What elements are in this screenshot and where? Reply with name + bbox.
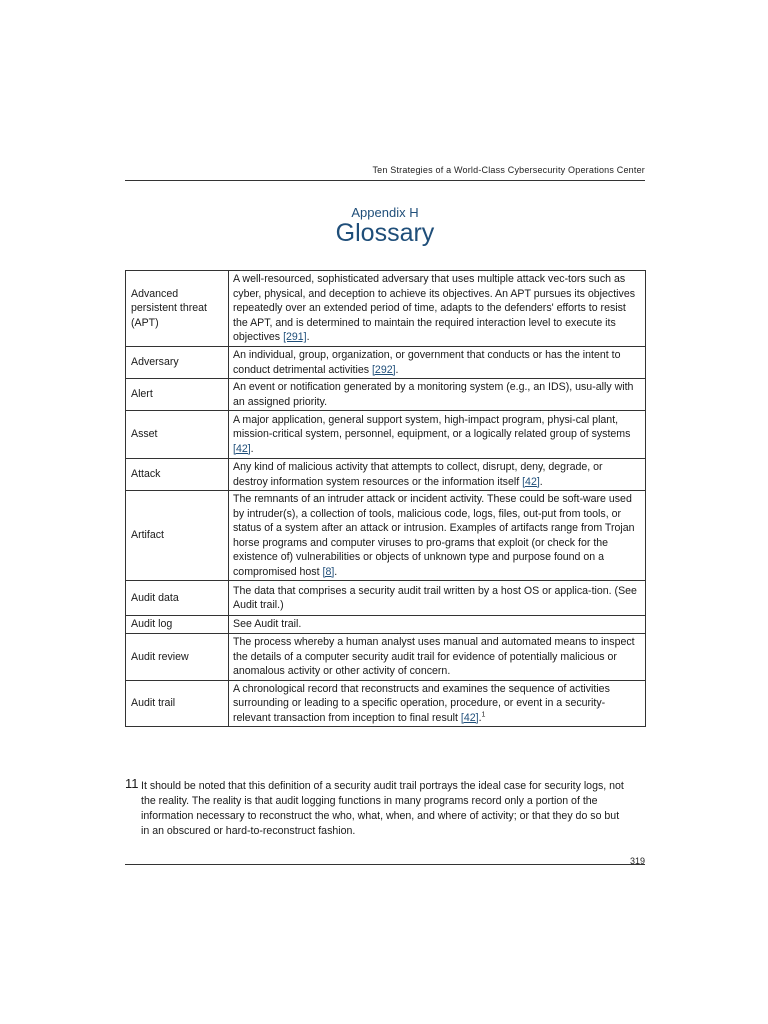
glossary-term: Adversary [126, 347, 229, 379]
glossary-term: Attack [126, 459, 229, 491]
reference-link[interactable]: [8] [322, 565, 335, 578]
reference-link[interactable]: [42] [460, 711, 479, 724]
table-row [126, 459, 646, 491]
definition-text: Any kind of malicious activity that attempts to collect, disrupt, deny, degrade, or destroy information system resources or the information itself [233, 461, 603, 488]
table-row [126, 379, 646, 411]
glossary-definition [229, 616, 646, 634]
glossary-term: Alert [126, 379, 229, 411]
definition-text: A chronological record that reconstructs and examines the sequence of activities surrounding or leading to a specific operation, procedure, or event in a security-relevant transaction from inception to final result [233, 682, 610, 724]
glossary-definition [229, 680, 646, 727]
reference-link[interactable]: [42] [522, 475, 540, 488]
definition-text: The data that comprises a security audit trail written by a host OS or applica-tion. (See Audit trail.) [233, 584, 637, 611]
table-row [126, 634, 646, 681]
glossary-term: Artifact [126, 491, 229, 581]
trailing-punctuation: . [478, 711, 482, 724]
table-row [126, 271, 646, 347]
reference-link[interactable]: [42] [233, 442, 251, 455]
glossary-definition [229, 459, 646, 491]
reference-link[interactable]: [292] [371, 363, 396, 376]
footnote [125, 776, 625, 839]
glossary-definition [229, 491, 646, 581]
table-row [126, 491, 646, 581]
glossary-definition [229, 581, 646, 616]
table-row [126, 616, 646, 634]
header-rule [125, 180, 645, 181]
glossary-term: Asset [126, 411, 229, 459]
glossary-definition [229, 634, 646, 681]
definition-text: An individual, group, organization, or government that conducts or has the intent to conduct detrimental activities [233, 349, 621, 376]
definition-text: An event or notification generated by a monitoring system (e.g., an IDS), usu-ally with an assigned priority. [233, 381, 634, 408]
appendix-label: Appendix H [351, 205, 419, 220]
trailing-punctuation: . [395, 363, 399, 376]
glossary-term: Audit trail [126, 680, 229, 727]
glossary-table [125, 270, 646, 727]
trailing-punctuation: . [250, 442, 254, 455]
footnote-marker[interactable]: 1 [481, 710, 486, 718]
glossary-term: Audit review [126, 634, 229, 681]
footer-rule [125, 864, 645, 865]
trailing-punctuation: . [334, 565, 338, 578]
definition-text: A major application, general support system, high-impact program, physi-cal plant, mission-critical system, personnel, equipment, or a logically related group of systems [233, 413, 631, 441]
footnote-number: 11 [125, 776, 139, 791]
glossary-term: Audit log [126, 616, 229, 634]
page-number: 319 [629, 856, 645, 866]
table-row [126, 347, 646, 379]
footnote-text: It should be noted that this definition of a security audit trail portrays the ideal case for security logs, not the reality. The reality is that audit logging functions in many programs record only a portion of the information necessary to reconstruct the who, what, when, and where of activity; or that they do so but in an obscured or hard-to-reconstruct fashion. [141, 780, 624, 837]
definition-text: The remnants of an intruder attack or incident activity. These could be soft-ware used by intruder(s), a collection of tools, malicious code, logs, files, out-put from tools, or status of a system after an attack or intrusion. Examples of artifacts range from Trojan horse programs and computer viruses to pro-grams that exploit (or check for the existence of) vulnerabilities or objects of unknown type and purpose found on a compromised host [233, 493, 635, 578]
glossary-definition [229, 347, 646, 379]
glossary-term: Audit data [126, 581, 229, 616]
table-row [126, 411, 646, 459]
table-row [126, 581, 646, 616]
glossary-definition [229, 271, 646, 347]
definition-text: A well-resourced, sophisticated adversary that uses multiple attack vec-tors such as cyber, physical, and deception to achieve its objectives. An APT pursues its objectives repeatedly over an extended period of time, adapts to the defenders' efforts to resist the APT, and is determined to maintain the required interaction level to execute its objectives [233, 273, 636, 344]
definition-text: See Audit trail. [233, 618, 302, 631]
reference-link[interactable]: [291] [283, 331, 307, 344]
glossary-term: Advanced persistent threat (APT) [126, 271, 229, 347]
running-header: Ten Strategies of a World-Class Cybersecurity Operations Center [372, 165, 645, 175]
trailing-punctuation: . [539, 475, 543, 488]
trailing-punctuation: . [306, 331, 310, 344]
table-row [126, 680, 646, 727]
glossary-definition [229, 379, 646, 411]
glossary-definition [229, 411, 646, 459]
page-title: Glossary [335, 219, 435, 247]
definition-text: The process whereby a human analyst uses manual and automated means to inspect the details of a computer security audit trail for evidence of potentially malicious or anomalous activity or other activity of concern. [233, 636, 635, 677]
